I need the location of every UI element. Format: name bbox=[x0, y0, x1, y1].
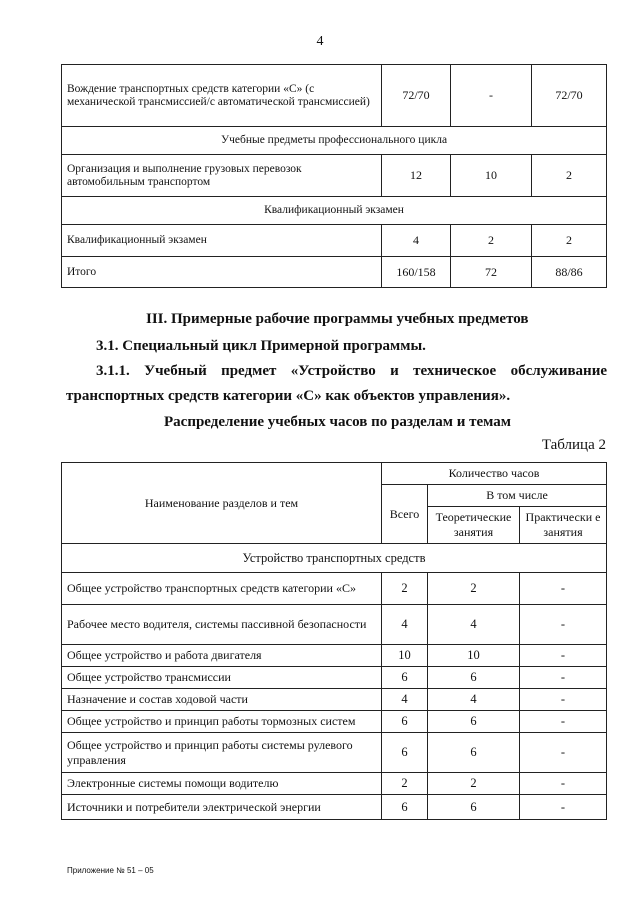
table-row bbox=[62, 733, 607, 773]
section-title: Устройство транспортных средств bbox=[62, 544, 607, 573]
heading-word: «Устройство bbox=[290, 363, 376, 379]
topic-theory: 2 bbox=[428, 773, 520, 795]
heading-word: предмет bbox=[221, 363, 277, 379]
row-value: 72/70 bbox=[532, 65, 607, 127]
topic-name: Общее устройство и принцип работы системы рулевого управления bbox=[62, 733, 382, 773]
row-value: 88/86 bbox=[532, 257, 607, 288]
topic-theory: 6 bbox=[428, 711, 520, 733]
topic-name: Источники и потребители электрической энергии bbox=[62, 795, 382, 820]
table-row bbox=[62, 689, 607, 711]
topic-total: 2 bbox=[382, 773, 428, 795]
row-value: 72 bbox=[451, 257, 532, 288]
heading-word: обслуживание bbox=[510, 363, 608, 379]
topic-total: 2 bbox=[382, 573, 428, 605]
section-row bbox=[62, 544, 607, 573]
topic-name: Общее устройство трансмиссии bbox=[62, 667, 382, 689]
topic-practice: - bbox=[520, 795, 607, 820]
topic-theory: 2 bbox=[428, 573, 520, 605]
row-name: Итого bbox=[62, 257, 382, 288]
topic-total: 10 bbox=[382, 645, 428, 667]
row-name: Организация и выполнение грузовых перевозок автомобильным транспортом bbox=[62, 155, 382, 197]
topic-practice: - bbox=[520, 733, 607, 773]
topic-practice: - bbox=[520, 573, 607, 605]
row-value: - bbox=[451, 65, 532, 127]
table-label: Таблица 2 bbox=[541, 437, 606, 453]
topic-name: Общее устройство и работа двигателя bbox=[62, 645, 382, 667]
topic-practice: - bbox=[520, 605, 607, 645]
table-row bbox=[62, 605, 607, 645]
total-row bbox=[62, 257, 607, 288]
row-value: 4 bbox=[382, 225, 451, 257]
topic-theory: 6 bbox=[428, 667, 520, 689]
topic-practice: - bbox=[520, 689, 607, 711]
row-name: Вождение транспортных средств категории «С» (с механической трансмиссией/с автоматической трансмиссией) bbox=[62, 65, 382, 127]
row-value: 2 bbox=[532, 155, 607, 197]
subsection-heading: 3.1. Специальный цикл Примерной программы. bbox=[96, 338, 426, 354]
section-title: Учебные предметы профессионального цикла bbox=[62, 127, 607, 155]
table-row bbox=[62, 155, 607, 197]
table-row bbox=[62, 573, 607, 605]
topic-theory: 10 bbox=[428, 645, 520, 667]
topic-theory: 6 bbox=[428, 733, 520, 773]
heading-word: техническое bbox=[413, 363, 497, 379]
section-heading: III. Примерные рабочие программы учебных предметов bbox=[146, 311, 529, 327]
subject-heading-line2: транспортных средств категории «С» как объектов управления». bbox=[66, 388, 511, 404]
section-row bbox=[62, 127, 607, 155]
row-value: 2 bbox=[451, 225, 532, 257]
column-header-including: В том числе bbox=[428, 485, 607, 507]
topic-theory: 6 bbox=[428, 795, 520, 820]
distribution-heading: Распределение учебных часов по разделам и темам bbox=[164, 414, 511, 430]
subject-heading-line1 bbox=[96, 363, 607, 380]
column-header-total: Всего bbox=[382, 485, 428, 544]
table-row bbox=[62, 773, 607, 795]
heading-word: и bbox=[390, 363, 399, 379]
footer-note: Приложение № 51 – 05 bbox=[67, 866, 154, 875]
column-header-theory: Теоретические занятия bbox=[428, 507, 520, 544]
topic-total: 6 bbox=[382, 711, 428, 733]
topic-total: 6 bbox=[382, 733, 428, 773]
row-value: 10 bbox=[451, 155, 532, 197]
topic-name: Общее устройство и принцип работы тормозных систем bbox=[62, 711, 382, 733]
section-title: Квалификационный экзамен bbox=[62, 197, 607, 225]
topic-name: Назначение и состав ходовой части bbox=[62, 689, 382, 711]
column-header-name: Наименование разделов и тем bbox=[62, 463, 382, 544]
hours-summary-table bbox=[61, 64, 607, 288]
hours-distribution-table bbox=[61, 462, 607, 820]
table-row bbox=[62, 65, 607, 127]
row-name: Квалификационный экзамен bbox=[62, 225, 382, 257]
header-row bbox=[62, 463, 607, 485]
topic-theory: 4 bbox=[428, 605, 520, 645]
column-header-hours: Количество часов bbox=[382, 463, 607, 485]
page-number: 4 bbox=[316, 34, 324, 49]
topic-practice: - bbox=[520, 773, 607, 795]
section-row bbox=[62, 197, 607, 225]
topic-name: Электронные системы помощи водителю bbox=[62, 773, 382, 795]
table-row bbox=[62, 225, 607, 257]
topic-total: 6 bbox=[382, 667, 428, 689]
table-row bbox=[62, 795, 607, 820]
topic-practice: - bbox=[520, 645, 607, 667]
topic-practice: - bbox=[520, 667, 607, 689]
heading-word: Учебный bbox=[144, 363, 207, 379]
row-value: 72/70 bbox=[382, 65, 451, 127]
table-row bbox=[62, 645, 607, 667]
heading-word: 3.1.1. bbox=[96, 363, 130, 379]
topic-name: Рабочее место водителя, системы пассивной безопасности bbox=[62, 605, 382, 645]
topic-theory: 4 bbox=[428, 689, 520, 711]
row-value: 160/158 bbox=[382, 257, 451, 288]
topic-practice: - bbox=[520, 711, 607, 733]
row-value: 2 bbox=[532, 225, 607, 257]
table-row bbox=[62, 711, 607, 733]
topic-total: 4 bbox=[382, 605, 428, 645]
table-row bbox=[62, 667, 607, 689]
topic-total: 4 bbox=[382, 689, 428, 711]
topic-total: 6 bbox=[382, 795, 428, 820]
row-value: 12 bbox=[382, 155, 451, 197]
topic-name: Общее устройство транспортных средств категории «С» bbox=[62, 573, 382, 605]
column-header-practice: Практически е занятия bbox=[520, 507, 607, 544]
